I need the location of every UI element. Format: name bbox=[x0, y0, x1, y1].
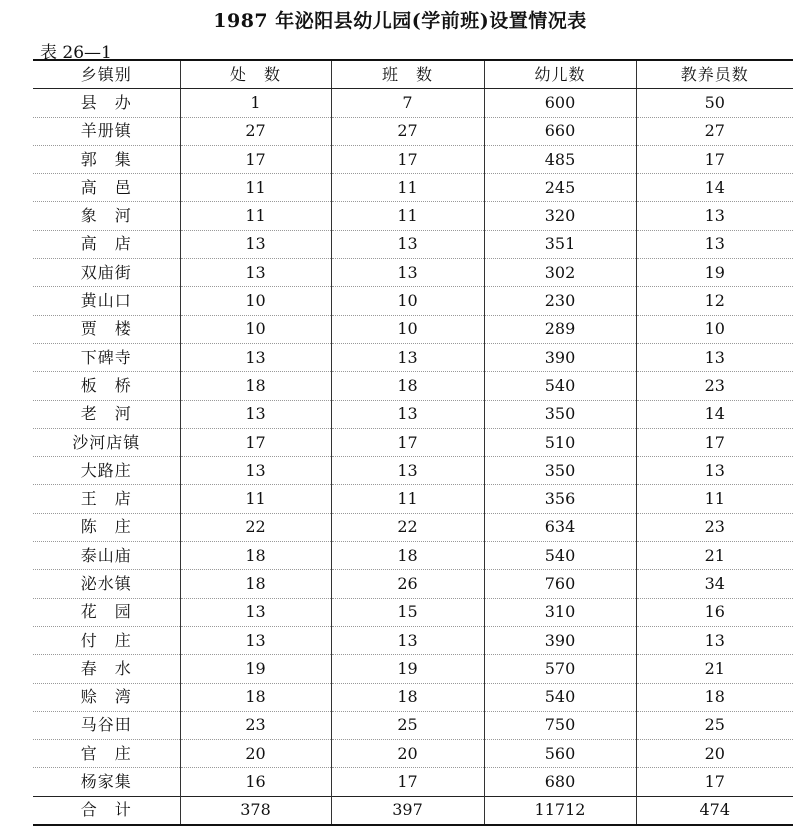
cell-classes: 13 bbox=[331, 400, 484, 428]
cell-teachers: 14 bbox=[636, 400, 793, 428]
cell-township: 贾 楼 bbox=[33, 315, 180, 343]
cell-classes: 11 bbox=[331, 485, 484, 513]
cell-locations: 20 bbox=[180, 740, 331, 768]
cell-classes: 17 bbox=[331, 768, 484, 796]
table-row bbox=[33, 315, 793, 343]
cell-children: 230 bbox=[484, 287, 636, 315]
table-row bbox=[33, 202, 793, 230]
table-row bbox=[33, 230, 793, 258]
cell-locations: 1 bbox=[180, 89, 331, 117]
cell-teachers: 12 bbox=[636, 287, 793, 315]
cell-children: 660 bbox=[484, 117, 636, 145]
column-header-children: 幼儿数 bbox=[484, 60, 636, 89]
cell-children: 634 bbox=[484, 513, 636, 541]
cell-children: 390 bbox=[484, 343, 636, 371]
cell-children: 356 bbox=[484, 485, 636, 513]
cell-teachers: 34 bbox=[636, 570, 793, 598]
cell-township: 板 桥 bbox=[33, 372, 180, 400]
cell-teachers: 17 bbox=[636, 145, 793, 173]
table-row bbox=[33, 570, 793, 598]
table-row bbox=[33, 457, 793, 485]
cell-classes: 17 bbox=[331, 428, 484, 456]
total-children: 11712 bbox=[484, 796, 636, 825]
cell-locations: 13 bbox=[180, 230, 331, 258]
table-row bbox=[33, 259, 793, 287]
table-row bbox=[33, 655, 793, 683]
table-row bbox=[33, 626, 793, 654]
total-label: 合 计 bbox=[33, 796, 180, 825]
cell-locations: 23 bbox=[180, 711, 331, 739]
cell-teachers: 17 bbox=[636, 428, 793, 456]
cell-teachers: 10 bbox=[636, 315, 793, 343]
cell-children: 510 bbox=[484, 428, 636, 456]
cell-children: 390 bbox=[484, 626, 636, 654]
cell-locations: 10 bbox=[180, 287, 331, 315]
cell-classes: 26 bbox=[331, 570, 484, 598]
cell-classes: 10 bbox=[331, 315, 484, 343]
cell-classes: 22 bbox=[331, 513, 484, 541]
cell-children: 750 bbox=[484, 711, 636, 739]
table-row bbox=[33, 400, 793, 428]
cell-teachers: 17 bbox=[636, 768, 793, 796]
column-header-teachers: 教养员数 bbox=[636, 60, 793, 89]
table-row bbox=[33, 117, 793, 145]
cell-teachers: 20 bbox=[636, 740, 793, 768]
cell-classes: 13 bbox=[331, 457, 484, 485]
cell-locations: 13 bbox=[180, 400, 331, 428]
cell-township: 高 店 bbox=[33, 230, 180, 258]
cell-classes: 27 bbox=[331, 117, 484, 145]
cell-township: 春 水 bbox=[33, 655, 180, 683]
cell-teachers: 50 bbox=[636, 89, 793, 117]
cell-children: 540 bbox=[484, 683, 636, 711]
cell-classes: 13 bbox=[331, 626, 484, 654]
cell-teachers: 19 bbox=[636, 259, 793, 287]
cell-locations: 18 bbox=[180, 542, 331, 570]
cell-teachers: 18 bbox=[636, 683, 793, 711]
cell-locations: 11 bbox=[180, 485, 331, 513]
table-row bbox=[33, 711, 793, 739]
cell-classes: 11 bbox=[331, 202, 484, 230]
table-row bbox=[33, 287, 793, 315]
cell-children: 351 bbox=[484, 230, 636, 258]
cell-township: 花 园 bbox=[33, 598, 180, 626]
cell-children: 680 bbox=[484, 768, 636, 796]
cell-township: 双庙街 bbox=[33, 259, 180, 287]
cell-classes: 19 bbox=[331, 655, 484, 683]
cell-children: 320 bbox=[484, 202, 636, 230]
cell-teachers: 23 bbox=[636, 372, 793, 400]
cell-classes: 10 bbox=[331, 287, 484, 315]
cell-locations: 18 bbox=[180, 372, 331, 400]
cell-classes: 20 bbox=[331, 740, 484, 768]
table-title: 1987 年泌阳县幼儿园(学前班)设置情况表 bbox=[213, 10, 587, 32]
cell-locations: 27 bbox=[180, 117, 331, 145]
cell-classes: 25 bbox=[331, 711, 484, 739]
cell-classes: 13 bbox=[331, 343, 484, 371]
cell-locations: 22 bbox=[180, 513, 331, 541]
table-row bbox=[33, 485, 793, 513]
cell-locations: 11 bbox=[180, 174, 331, 202]
table-row bbox=[33, 740, 793, 768]
table-row bbox=[33, 768, 793, 796]
cell-township: 羊册镇 bbox=[33, 117, 180, 145]
cell-locations: 18 bbox=[180, 570, 331, 598]
cell-township: 郭 集 bbox=[33, 145, 180, 173]
cell-children: 245 bbox=[484, 174, 636, 202]
cell-township: 赊 湾 bbox=[33, 683, 180, 711]
cell-teachers: 25 bbox=[636, 711, 793, 739]
cell-locations: 17 bbox=[180, 145, 331, 173]
cell-children: 350 bbox=[484, 457, 636, 485]
cell-township: 象 河 bbox=[33, 202, 180, 230]
cell-classes: 13 bbox=[331, 230, 484, 258]
cell-locations: 19 bbox=[180, 655, 331, 683]
cell-teachers: 23 bbox=[636, 513, 793, 541]
cell-children: 540 bbox=[484, 542, 636, 570]
cell-locations: 13 bbox=[180, 457, 331, 485]
cell-township: 杨家集 bbox=[33, 768, 180, 796]
cell-township: 泰山庙 bbox=[33, 542, 180, 570]
cell-children: 540 bbox=[484, 372, 636, 400]
cell-township: 县 办 bbox=[33, 89, 180, 117]
table-row bbox=[33, 174, 793, 202]
cell-classes: 18 bbox=[331, 542, 484, 570]
cell-classes: 11 bbox=[331, 174, 484, 202]
statistics-table bbox=[33, 59, 793, 826]
cell-township: 大路庄 bbox=[33, 457, 180, 485]
table-row bbox=[33, 372, 793, 400]
cell-locations: 10 bbox=[180, 315, 331, 343]
cell-teachers: 13 bbox=[636, 626, 793, 654]
cell-township: 泌水镇 bbox=[33, 570, 180, 598]
table-row bbox=[33, 513, 793, 541]
cell-locations: 17 bbox=[180, 428, 331, 456]
cell-classes: 18 bbox=[331, 372, 484, 400]
cell-children: 570 bbox=[484, 655, 636, 683]
cell-teachers: 21 bbox=[636, 542, 793, 570]
cell-township: 下碑寺 bbox=[33, 343, 180, 371]
column-header-locations: 处 数 bbox=[180, 60, 331, 89]
table-row bbox=[33, 343, 793, 371]
table-row bbox=[33, 428, 793, 456]
cell-locations: 13 bbox=[180, 626, 331, 654]
cell-locations: 11 bbox=[180, 202, 331, 230]
cell-classes: 18 bbox=[331, 683, 484, 711]
cell-locations: 18 bbox=[180, 683, 331, 711]
cell-children: 600 bbox=[484, 89, 636, 117]
cell-classes: 17 bbox=[331, 145, 484, 173]
cell-teachers: 14 bbox=[636, 174, 793, 202]
cell-children: 560 bbox=[484, 740, 636, 768]
column-header-classes: 班 数 bbox=[331, 60, 484, 89]
cell-locations: 13 bbox=[180, 343, 331, 371]
cell-classes: 7 bbox=[331, 89, 484, 117]
cell-teachers: 16 bbox=[636, 598, 793, 626]
cell-classes: 13 bbox=[331, 259, 484, 287]
cell-teachers: 11 bbox=[636, 485, 793, 513]
column-header-township: 乡镇别 bbox=[33, 60, 180, 89]
cell-classes: 15 bbox=[331, 598, 484, 626]
cell-children: 760 bbox=[484, 570, 636, 598]
table-row bbox=[33, 89, 793, 117]
cell-township: 高 邑 bbox=[33, 174, 180, 202]
cell-township: 黄山口 bbox=[33, 287, 180, 315]
cell-children: 302 bbox=[484, 259, 636, 287]
header-row bbox=[33, 60, 793, 89]
table-row bbox=[33, 145, 793, 173]
table-row bbox=[33, 542, 793, 570]
cell-township: 付 庄 bbox=[33, 626, 180, 654]
total-teachers: 474 bbox=[636, 796, 793, 825]
table-number-label: 表 26—1 bbox=[40, 43, 112, 63]
cell-teachers: 13 bbox=[636, 457, 793, 485]
cell-township: 王 店 bbox=[33, 485, 180, 513]
cell-teachers: 27 bbox=[636, 117, 793, 145]
cell-township: 陈 庄 bbox=[33, 513, 180, 541]
cell-teachers: 21 bbox=[636, 655, 793, 683]
cell-teachers: 13 bbox=[636, 202, 793, 230]
cell-township: 老 河 bbox=[33, 400, 180, 428]
total-classes: 397 bbox=[331, 796, 484, 825]
table-row bbox=[33, 598, 793, 626]
cell-teachers: 13 bbox=[636, 343, 793, 371]
total-locations: 378 bbox=[180, 796, 331, 825]
cell-children: 310 bbox=[484, 598, 636, 626]
cell-township: 马谷田 bbox=[33, 711, 180, 739]
cell-township: 沙河店镇 bbox=[33, 428, 180, 456]
cell-locations: 13 bbox=[180, 259, 331, 287]
cell-township: 官 庄 bbox=[33, 740, 180, 768]
cell-locations: 13 bbox=[180, 598, 331, 626]
cell-locations: 16 bbox=[180, 768, 331, 796]
table-row bbox=[33, 683, 793, 711]
cell-children: 485 bbox=[484, 145, 636, 173]
cell-children: 350 bbox=[484, 400, 636, 428]
cell-teachers: 13 bbox=[636, 230, 793, 258]
total-row bbox=[33, 796, 793, 825]
cell-children: 289 bbox=[484, 315, 636, 343]
